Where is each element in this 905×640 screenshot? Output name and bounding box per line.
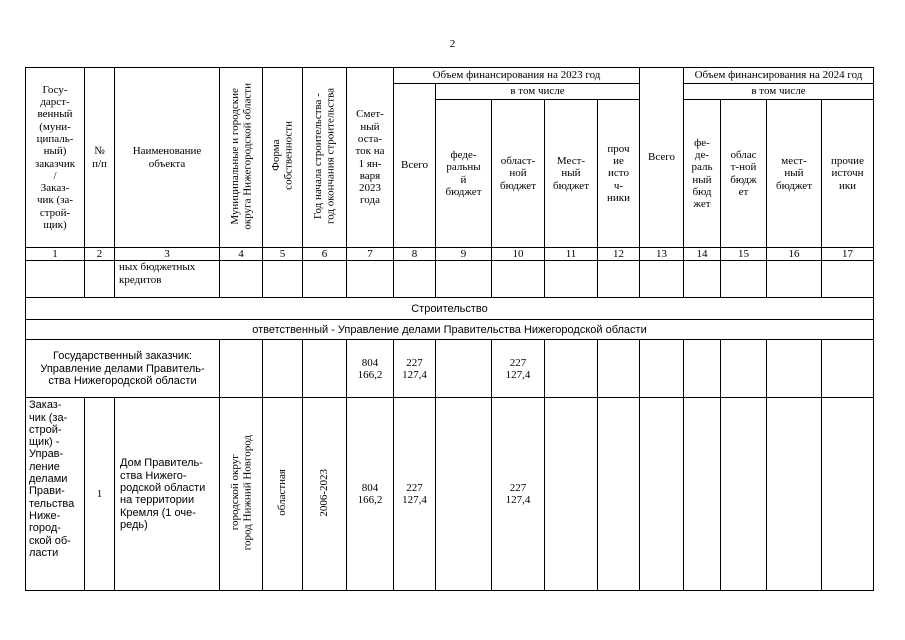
customer-row — [26, 340, 874, 398]
header-total-2024: Всего — [640, 68, 684, 248]
continuation-row — [26, 261, 874, 298]
col-number: 13 — [640, 248, 684, 261]
col-number: 16 — [767, 248, 822, 261]
col-number: 12 — [598, 248, 640, 261]
col-number: 6 — [303, 248, 347, 261]
header-municipal: Муниципальные и городские округа Нижегородской области — [220, 68, 263, 248]
header-other-2024: прочие источн ики — [822, 100, 874, 248]
col-number: 2 — [85, 248, 115, 261]
col-number: 7 — [347, 248, 394, 261]
header-federal-2023: феде- ральны й бюджет — [436, 100, 492, 248]
header-incl-2024: в том числе — [684, 84, 874, 100]
header-customer: Госу- дарст- венный (муни- ципаль- ный) заказчик / Заказ- чик (за- строй- щик) — [26, 68, 85, 248]
object-remainder: 804 166,2 — [347, 398, 394, 591]
header-incl-2023: в том числе — [436, 84, 640, 100]
col-number: 14 — [684, 248, 721, 261]
col-number: 9 — [436, 248, 492, 261]
object-municipal: городской округ город Нижний Новгород — [220, 398, 263, 591]
header-other-2023: проч ие исто ч- ники — [598, 100, 640, 248]
responsible-row: ответственный - Управление делами Правительства Нижегородской области — [26, 320, 874, 340]
object-row — [26, 398, 874, 591]
object-regional-2023: 227 127,4 — [492, 398, 545, 591]
col-number: 15 — [721, 248, 767, 261]
customer-label: Государственный заказчик: Управление делами Правитель- ства Нижегородской области — [26, 340, 220, 398]
header-federal-2024: фе- де- раль ный бюд жет — [684, 100, 721, 248]
object-name: Дом Правитель- ства Нижего- родской области на территории Кремля (1 оче- редь) — [115, 398, 220, 591]
header-total-2023: Всего — [394, 84, 436, 248]
header-fin-2024: Объем финансирования на 2024 год — [684, 68, 874, 84]
col-number: 10 — [492, 248, 545, 261]
col-number: 4 — [220, 248, 263, 261]
customer-total-2023: 227 127,4 — [394, 340, 436, 398]
header-regional-2024: облас т-ной бюдж ет — [721, 100, 767, 248]
customer-remainder: 804 166,2 — [347, 340, 394, 398]
page-number: 2 — [449, 38, 456, 50]
header-fin-2023: Объем финансирования на 2023 год — [394, 68, 640, 84]
continuation-text: ных бюджетных кредитов — [115, 261, 220, 298]
object-num: 1 — [85, 398, 115, 591]
header-years: Год начала строительства - год окончания строительства — [303, 68, 347, 248]
col-number: 3 — [115, 248, 220, 261]
col-number: 5 — [263, 248, 303, 261]
header-regional-2023: област- ной бюджет — [492, 100, 545, 248]
col-number: 11 — [545, 248, 598, 261]
financing-table — [25, 67, 874, 591]
col-number: 1 — [26, 248, 85, 261]
object-total-2023: 227 127,4 — [394, 398, 436, 591]
object-years: 2006-2023 — [303, 398, 347, 591]
col-number: 17 — [822, 248, 874, 261]
column-numbers-row — [26, 248, 874, 261]
header-local-2023: Мест- ный бюджет — [545, 100, 598, 248]
header-remainder: Смет- ный оста- ток на 1 ян- варя 2023 года — [347, 68, 394, 248]
header-local-2024: мест- ный бюджет — [767, 100, 822, 248]
col-number: 8 — [394, 248, 436, 261]
customer-regional-2023: 227 127,4 — [492, 340, 545, 398]
header-ownership: Форма собственности — [263, 68, 303, 248]
object-ownership: областная — [263, 398, 303, 591]
header-num: № п/п — [85, 68, 115, 248]
object-customer: Заказ- чик (за- строй- щик) - Управ- ление делами Прави- тельства Ниже- город- ской об- ласти — [26, 398, 85, 591]
header-object-name: Наименование объекта — [115, 68, 220, 248]
section-title: Строительство — [26, 298, 874, 320]
